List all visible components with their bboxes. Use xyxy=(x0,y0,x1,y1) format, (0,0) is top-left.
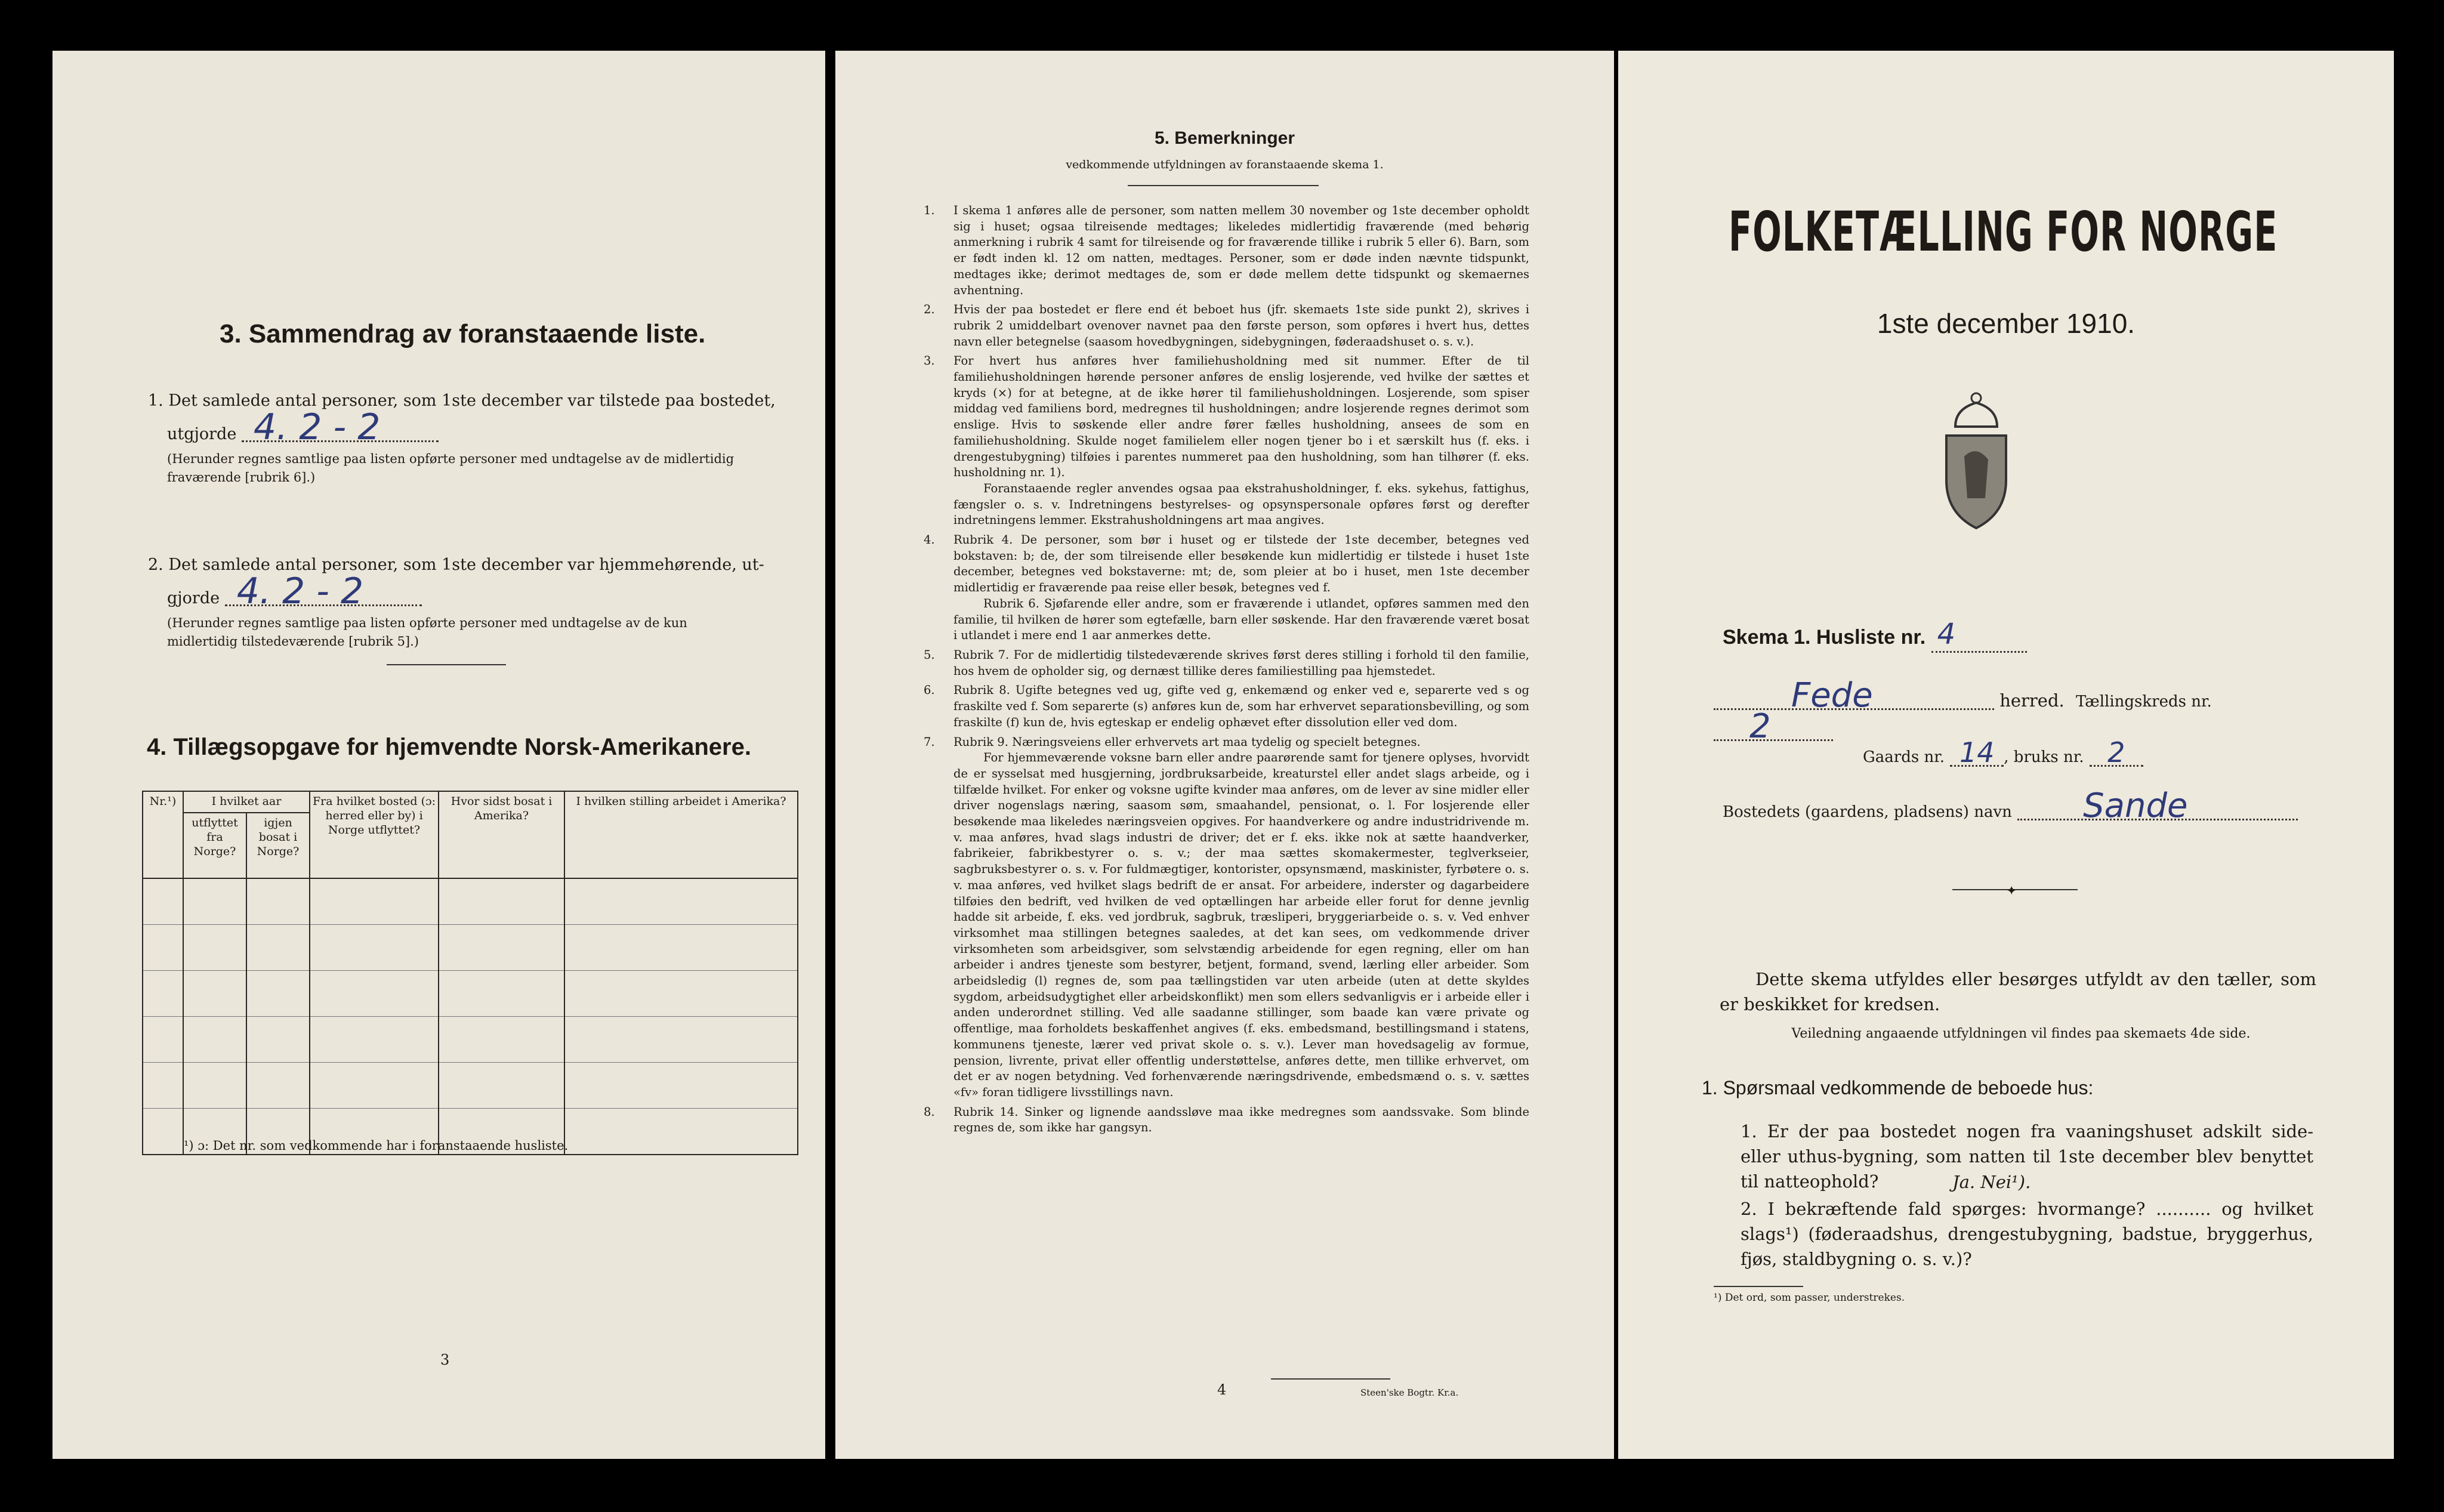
gaards-label: Gaards nr. xyxy=(1863,748,1945,766)
summary-item-1-value: 4. 2 - 2 xyxy=(242,414,439,442)
veiledning-text: Veiledning angaaende utfyldningen vil findes paa skemaets 4de side. xyxy=(1791,1026,2251,1041)
remarks-list xyxy=(924,203,1529,1140)
page-4 xyxy=(835,51,1614,1459)
question-1-answer: Ja. Nei¹). xyxy=(1952,1172,2031,1192)
summary-item-2-note: (Herunder regnes samtlige paa listen opførte personer med undtagelse av de kun midlertidig tilstedeværende [rubrik 5].) xyxy=(167,616,687,649)
remark-item: 2. Hvis der paa bostedet er flere end ét beboet hus (jfr. skemaets 1ste side punkt 2), skrives i rubrik 2 umiddelbart ovenover navnet paa den første person, som opføres i hvert hus, dettes navn eller betegnelse (saasom hovedbygningen, sidebygningen, føderaadshuset o. s. v.). xyxy=(924,303,1529,348)
remark-item: 4. Rubrik 4. De personer, som bør i huset og er tilstede der 1ste december, betegnes ved bokstaven: b; de, der som tilreisende eller besøkende kun midlertidig er tilstede i huset 1ste december, betegnes ved bokstaverne: mt; de, som pleier at bo i huset, men 1ste december midlertidig er fraværende paa reise eller besøk, betegnes ved f. Rubrik 6. Sjøfarende eller andre, som er fraværende i utlandet, opføres sammen med den familie, til hvilken de hører som egtefælle, barn eller søskende. Har den fraværende været bosat i utlandet i mere end 1 aar anmerkes dette. xyxy=(924,533,1529,643)
col-aar: I hvilket aar xyxy=(183,791,310,813)
section-4-title: 4. Tillægsopgave for hjemvendte Norsk-Amerikanere. xyxy=(147,734,751,760)
bruks-value: 2 xyxy=(2090,740,2143,767)
summary-item-2-text: 2. Det samlede antal personer, som 1ste december var hjemmehørende, ut- xyxy=(148,556,764,574)
col-igjen-bosat: igjen bosat i Norge? xyxy=(246,813,310,878)
bosted-label: Bostedets (gaardens, pladsens) navn xyxy=(1723,803,2012,821)
kreds-value: 2 xyxy=(1714,714,1833,741)
col-utflyttet: utflyttet fra Norge? xyxy=(183,813,246,878)
summary-item-1-note: (Herunder regnes samtlige paa listen opførte personer med undtagelse av de midlertidig fraværende [rubrik 6].) xyxy=(167,452,735,485)
question-section-title: 1. Spørsmaal vedkommende de beboede hus: xyxy=(1702,1077,2094,1098)
summary-item-1-text: 1. Det samlede antal personer, som 1ste december var tilstede paa bostedet, xyxy=(148,391,776,410)
schema-label: Skema 1. Husliste nr. xyxy=(1723,626,1926,649)
remarks-title: 5. Bemerkninger xyxy=(1154,128,1295,148)
remark-item: 1. I skema 1 anføres alle de personer, som natten mellem 30 november og 1ste december opholdt sig i huset; ogsaa tilreisende medtages; likeledes midlertidig fraværende (med behørig anmerkning i rubrik 4 samt for tilreisende og for fraværende tillike i rubrik 5 eller 6). Barn, som er født inden kl. 12 om natten, medtages. Personer, som er døde inden nævnte tidspunkt, medtages ikke; derimot medtages de, som er døde mellem dette tidspunkt og skemaernes avhentning. xyxy=(924,203,1529,297)
bosted-value: Sande xyxy=(2017,794,2298,820)
remark-item: 3. For hvert hus anføres hver familiehusholdning med sit nummer. Efter de til familiehusholdningen hørende personer anføres de enslig losjerende, ved hvilke der sættes et kryds (×) for at betegne, at de ikke hører til familiehusholdningen. Losjerende, som spiser middag ved familiens bord, medregnes til husholdningen; andre losjerende regnes derimot som enslige. Hvis to søskende eller andre fører fælles husholdning, ansees de som en familiehusholdning. Skulde noget familielem eller nogen tjener bo i et særskilt hus (f. eks. i drengestubygning) tilføies i parentes nummeret paa den husholdning, som han tilhører (f. eks. husholdning nr. 1). Foranstaaende regler anvendes ogsaa paa ekstrahusholdninger, f. eks. sykehus, fattighus, fængsler o. s. v. Indretningens bestyrelses- og opsynspersonale opføres først og derefter indretningens lemmer. Ekstrahusholdningens art maa angives. xyxy=(924,354,1529,527)
husliste-nr-value: 4 xyxy=(1931,618,2027,653)
herred-label: herred. xyxy=(1999,690,2065,711)
divider xyxy=(1714,1286,1803,1287)
table-row xyxy=(143,925,798,971)
table-footnote: ¹) ɔ: Det nr. som vedkommende har i foranstaaende husliste. xyxy=(184,1138,569,1153)
ornament-icon: ✦ xyxy=(2006,884,2017,899)
table-row xyxy=(143,971,798,1017)
page-number: 4 xyxy=(1217,1381,1227,1398)
printer-mark: Steen'ske Bogtr. Kr.a. xyxy=(1360,1387,1459,1398)
page-number: 3 xyxy=(440,1351,450,1368)
col-bosat-amerika: Hvor sidst bosat i Amerika? xyxy=(439,791,564,878)
herred-line xyxy=(1714,676,2316,746)
remarks-subtitle: vedkommende utfyldningen av foranstaaende skema 1. xyxy=(1066,158,1384,171)
schema-line xyxy=(1723,618,2027,653)
coat-of-arms-icon xyxy=(1937,385,2015,534)
section-3-title: 3. Sammendrag av foranstaaende liste. xyxy=(220,319,706,348)
norsk-amerikanere-table xyxy=(142,791,798,1155)
summary-item-2 xyxy=(148,552,798,651)
table-row xyxy=(143,1063,798,1109)
table-row xyxy=(143,1017,798,1063)
remark-item: 7. Rubrik 9. Næringsveiens eller erhvervets art maa tydelig og specielt betegnes. For hjemmeværende voksne barn eller andre paarørende samt for tjenere oplyses, hvorvidt de er sysselsat med husgjerning, jordbruksarbeide, kreaturstel eller andet slags arbeide, og i tilfælde hvilket. For enker og voksne ugifte kvinder maa anføres, om de lever av sine midler eller driver nogenslags næring, saasom søm, smaahandel, pensionat, o. l. For losjerende eller besøkende maa likeledes næringsveien opgives. For haandverkere og andre industridrivende m. v. maa anføres, hvad slags industri de driver; det er f. eks. ikke nok at sætte haandverker, fabrikeier, fabrikbestyrer o. s. v.; der maa sættes skomakermester, teglverkseier, sagbruksbestyrer o. s. v. For fuldmægtiger, kontorister, opsynsmænd, maskinister, fyrbøtere o. s. v. maa anføres, ved hvilket slags bedrift de er ansat. For arbeidere, inderster og dagarbeidere tilføies den bedrift, ved hvilken de ved optællingen har arbeide eller forut for denne jevnlig hadde sit arbeide, f. eks. ved jordbruk, sagbruk, træsliperi, bryggeriarbeide o. s. v. Ved enhver virksomhet maa stillingen betegnes saaledes, at det kan sees, om vedkommende driver virksomheten som arbeidsgiver, som selvstændig arbeidende for egen regning, eller om han arbeider i andres tjeneste som bestyrer, betjent, formand, svend, lærling eller arbeider. Som arbeidsledig (l) regnes de, som paa tællingstiden var uten arbeide (uten at dette skyldes sygdom, arbeidsudygtighet eller arbeidskonflikt) men som ellers sedvanligvis er i arbeide eller i anden underordnet stilling. Ved alle saadanne stillinger, som baade kan være private og offentlige, maa forholdets beskaffenhet angives (f. eks. embedsmand, bestillingsmand i statens, kommunens tjeneste, lærer ved privat skole o. s. v.). Lever man hovedsagelig av formue, pension, livrente, privat eller offentlig understøttelse, anføres dette, men tillike erhvervet, om det er av nogen betydning. Ved forhenværende næringsdrivende, embedsmænd o. s. v. sættes «fv» foran tidligere livsstillings navn. xyxy=(924,735,1529,1099)
gaards-value: 14 xyxy=(1950,740,2004,767)
col-bosted-norge: Fra hvilket bosted (ɔ: herred eller by) i Norge utflyttet? xyxy=(310,791,439,878)
question-2: 2. I bekræftende fald spørges: hvormange? .......... og hvilket slags¹) (føderaadshus, drengestubygning, badstue, bryggerhus, fjøs, staldbygning o. s. v.)? xyxy=(1741,1199,2313,1269)
divider xyxy=(1271,1378,1390,1380)
divider xyxy=(387,664,506,665)
page1-footnote: ¹) Det ord, som passer, understrekes. xyxy=(1714,1292,1905,1304)
question-1: 1. Er der paa bostedet nogen fra vaaningshuset adskilt side- eller uthus-bygning, som natten til 1ste december blev benyttet til natteophold? xyxy=(1741,1121,2313,1192)
page-3 xyxy=(53,51,825,1459)
main-title: FOLKETÆLLING FOR NORGE xyxy=(1729,200,2278,264)
bruks-label: , bruks nr. xyxy=(2004,748,2084,766)
intro-text: Dette skema utfyldes eller besørges utfyldt av den tæller, som er beskikket for kredsen. xyxy=(1720,969,2316,1014)
herred-value: Fede xyxy=(1714,683,1994,710)
col-stilling-amerika: I hvilken stilling arbeidet i Amerika? xyxy=(564,791,798,878)
remark-item: 8. Rubrik 14. Sinker og lignende aandssløve maa ikke medregnes som aandssvake. Som blinde regnes de, som ikke har gangsyn. xyxy=(924,1104,1529,1135)
bosted-line xyxy=(1723,786,2298,825)
gaards-line xyxy=(1863,736,2143,770)
summary-item-1 xyxy=(148,388,798,487)
kreds-label: Tællingskreds nr. xyxy=(2075,693,2212,711)
col-nr: Nr.¹) xyxy=(143,791,183,878)
census-date: 1ste december 1910. xyxy=(1877,308,2136,339)
remark-item: 5. Rubrik 7. For de midlertidig tilstedeværende skrives først deres stilling i forhold til den familie, hos hvem de opholder sig, og dernæst tillike deres familiestilling paa hjemstedet. xyxy=(924,647,1529,678)
table-row xyxy=(143,878,798,925)
remark-item: 6. Rubrik 8. Ugifte betegnes ved ug, gifte ved g, enkemænd og enker ved e, separerte ved s og fraskilte ved f. Som separerte (s) anføres kun de, som har erhvervet separationsbevilling, og som fraskilte (f) kun de, hvis egteskap er endelig ophævet efter dissolution eller ved dom. xyxy=(924,683,1529,729)
summary-item-2-label: gjorde xyxy=(167,589,220,607)
summary-item-1-label: utgjorde xyxy=(167,425,237,443)
page-1 xyxy=(1618,51,2394,1459)
summary-item-2-value: 4. 2 - 2 xyxy=(225,578,422,606)
divider xyxy=(1128,185,1319,186)
